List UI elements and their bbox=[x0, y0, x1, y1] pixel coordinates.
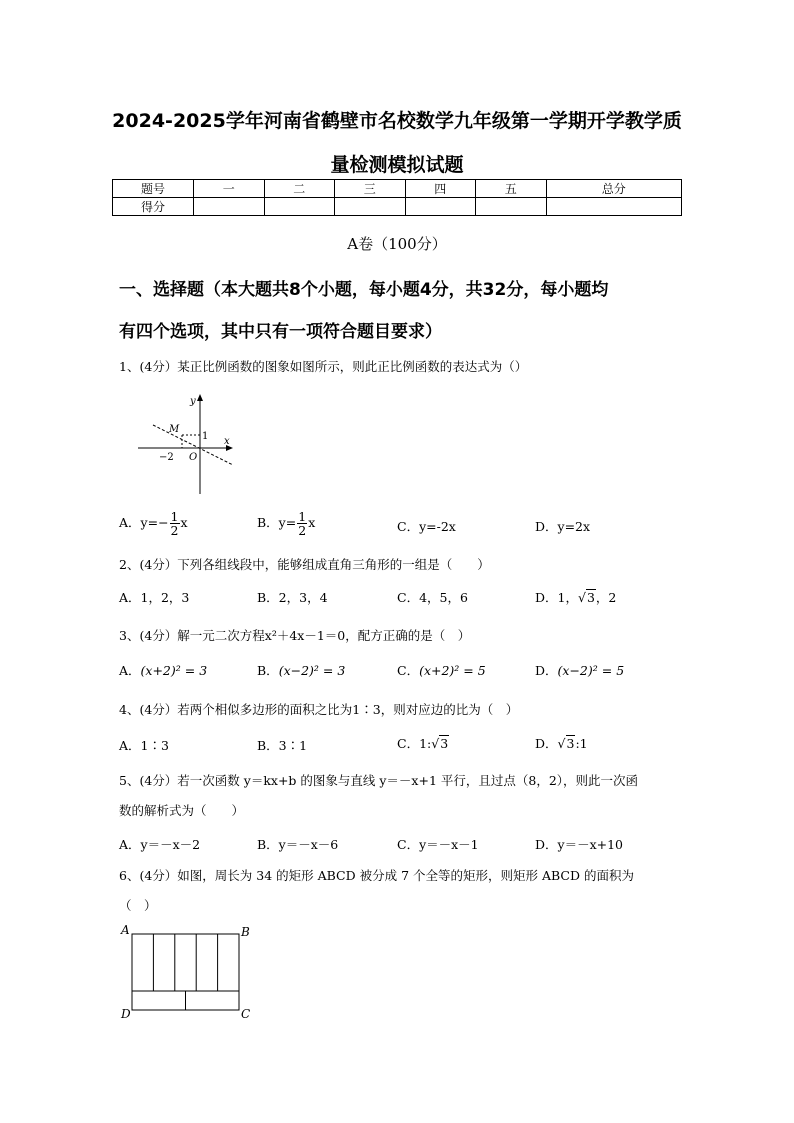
q1-option-a[interactable] bbox=[119, 510, 188, 537]
score-cell[interactable] bbox=[476, 198, 547, 216]
score-cell[interactable] bbox=[335, 198, 406, 216]
option-label: B． bbox=[257, 663, 279, 678]
q3-option-c[interactable] bbox=[397, 661, 486, 679]
question-5-stem-line-2: 数的解析式为（ ） bbox=[119, 803, 245, 818]
part-heading: A卷（100分） bbox=[347, 235, 447, 253]
q1-option-b[interactable] bbox=[257, 510, 315, 537]
q1-option-a-prefix: A．y=− bbox=[119, 515, 169, 530]
q4-option-a[interactable]: A．1∶3 bbox=[119, 738, 169, 753]
score-header-cell: 三 bbox=[335, 180, 406, 198]
q4-option-d-suffix: :1 bbox=[575, 736, 588, 751]
q4-option-b[interactable]: B．3∶1 bbox=[257, 738, 308, 753]
score-header-cell: 总分 bbox=[546, 180, 682, 198]
q6-rectangle-figure bbox=[118, 922, 258, 1026]
q2-option-c[interactable]: C．4，5，6 bbox=[397, 590, 468, 605]
vertex-label-a: A bbox=[121, 923, 130, 937]
q4-option-c[interactable]: C．1:√3 bbox=[397, 736, 449, 751]
q4-option-d[interactable]: D．√3:1 bbox=[535, 736, 588, 751]
fraction-numerator: 1 bbox=[170, 509, 179, 524]
q1-option-a-suffix: x bbox=[180, 515, 188, 530]
q1-option-b-prefix: B．y= bbox=[257, 515, 297, 530]
fraction-denominator: 2 bbox=[170, 523, 179, 538]
question-5-stem-line-1: 5、(4分）若一次函数 y＝kx+b 的图象与直线 y＝－x+1 平行，且过点（8，2），则此一次函 bbox=[119, 773, 639, 788]
question-4-stem: 4、(4分）若两个相似多边形的面积之比为1∶3，则对应边的比为（ ） bbox=[119, 702, 519, 717]
q2-option-a[interactable]: A．1，2，3 bbox=[119, 590, 190, 605]
sqrt-radicand: 3 bbox=[440, 736, 449, 751]
y-axis-arrow-icon bbox=[197, 394, 203, 401]
q3-option-d-expr: (x−2)² = 5 bbox=[557, 663, 625, 678]
option-label: D． bbox=[535, 663, 558, 678]
q1-option-c[interactable]: C．y=-2x bbox=[397, 519, 456, 534]
origin-label: O bbox=[189, 452, 198, 463]
q3-option-a[interactable] bbox=[119, 661, 207, 679]
q1-option-b-fraction bbox=[297, 510, 307, 537]
score-header-cell: 一 bbox=[194, 180, 265, 198]
q3-option-b[interactable] bbox=[257, 661, 345, 679]
fraction-numerator: 1 bbox=[298, 509, 307, 524]
question-3-stem: 3、(4分）解一元二次方程x²＋4x－1＝0，配方正确的是（ ） bbox=[119, 628, 471, 643]
q1-option-d[interactable]: D．y=2x bbox=[535, 519, 591, 534]
q1-option-a-fraction bbox=[170, 510, 180, 537]
x-label: x bbox=[224, 436, 230, 447]
q2-option-b[interactable]: B．2，3，4 bbox=[257, 590, 328, 605]
score-table-score-row bbox=[113, 198, 682, 216]
score-table bbox=[112, 179, 682, 216]
q3-option-a-expr: (x+2)² = 3 bbox=[140, 663, 208, 678]
vertex-label-b: B bbox=[241, 925, 250, 939]
q2-option-d[interactable]: D．1，√3，2 bbox=[535, 590, 617, 605]
y-label: y bbox=[190, 396, 196, 407]
sqrt-radicand: 3 bbox=[566, 736, 575, 751]
q5-option-a[interactable]: A．y＝－x－2 bbox=[119, 837, 201, 852]
score-cell[interactable] bbox=[546, 198, 682, 216]
q1-graph bbox=[138, 392, 238, 496]
score-header-cell: 四 bbox=[405, 180, 476, 198]
q4-option-c-prefix: C．1: bbox=[397, 736, 432, 751]
title-line-1: 2024-2025学年河南省鹤壁市名校数学九年级第一学期开学教学质 bbox=[112, 110, 682, 132]
q1-option-b-suffix: x bbox=[308, 515, 316, 530]
question-2-stem: 2、(4分）下列各组线段中，能够组成直角三角形的一组是（ ） bbox=[119, 557, 490, 572]
question-6-stem-line-1: 6、(4分）如图，周长为 34 的矩形 ABCD 被分成 7 个全等的矩形，则矩形 ABCD 的面积为 bbox=[119, 868, 634, 883]
score-cell[interactable] bbox=[405, 198, 476, 216]
m-label: M bbox=[169, 424, 180, 435]
score-header-cell: 二 bbox=[264, 180, 335, 198]
q4-option-d-prefix: D． bbox=[535, 736, 558, 751]
score-cell[interactable] bbox=[264, 198, 335, 216]
one-label: 1 bbox=[202, 431, 209, 442]
option-label: A． bbox=[119, 663, 141, 678]
vertex-label-d: D bbox=[121, 1007, 131, 1021]
score-header-cell: 题号 bbox=[113, 180, 194, 198]
section-heading-line-1: 一、选择题（本大题共8个小题，每小题4分，共32分，每小题均 bbox=[119, 280, 609, 300]
neg2-label: −2 bbox=[159, 452, 174, 463]
q3-option-b-expr: (x−2)² = 3 bbox=[278, 663, 346, 678]
score-table-header-row bbox=[113, 180, 682, 198]
title-line-2: 量检测模拟试题 bbox=[330, 154, 464, 176]
q5-option-b[interactable]: B．y＝－x－6 bbox=[257, 837, 339, 852]
question-6-stem-line-2: （ ） bbox=[119, 898, 157, 913]
score-cell[interactable] bbox=[194, 198, 265, 216]
q5-option-c[interactable]: C．y＝－x－1 bbox=[397, 837, 479, 852]
question-1-stem: 1、(4分）某正比例函数的图象如图所示，则此正比例函数的表达式为（） bbox=[119, 359, 528, 374]
q2-option-d-prefix: D．1， bbox=[535, 590, 578, 605]
score-header-cell: 五 bbox=[476, 180, 547, 198]
score-row-label: 得分 bbox=[113, 198, 194, 216]
q3-option-d[interactable] bbox=[535, 661, 624, 679]
option-label: C． bbox=[397, 663, 420, 678]
q3-option-c-expr: (x+2)² = 5 bbox=[419, 663, 486, 678]
sqrt-radicand: 3 bbox=[586, 590, 595, 605]
section-heading-line-2: 有四个选项，其中只有一项符合题目要求） bbox=[119, 322, 442, 342]
q2-option-d-suffix: ，2 bbox=[595, 590, 617, 605]
q5-option-d[interactable]: D．y＝－x+10 bbox=[535, 837, 624, 852]
fraction-denominator: 2 bbox=[298, 523, 307, 538]
vertex-label-c: C bbox=[241, 1007, 251, 1021]
